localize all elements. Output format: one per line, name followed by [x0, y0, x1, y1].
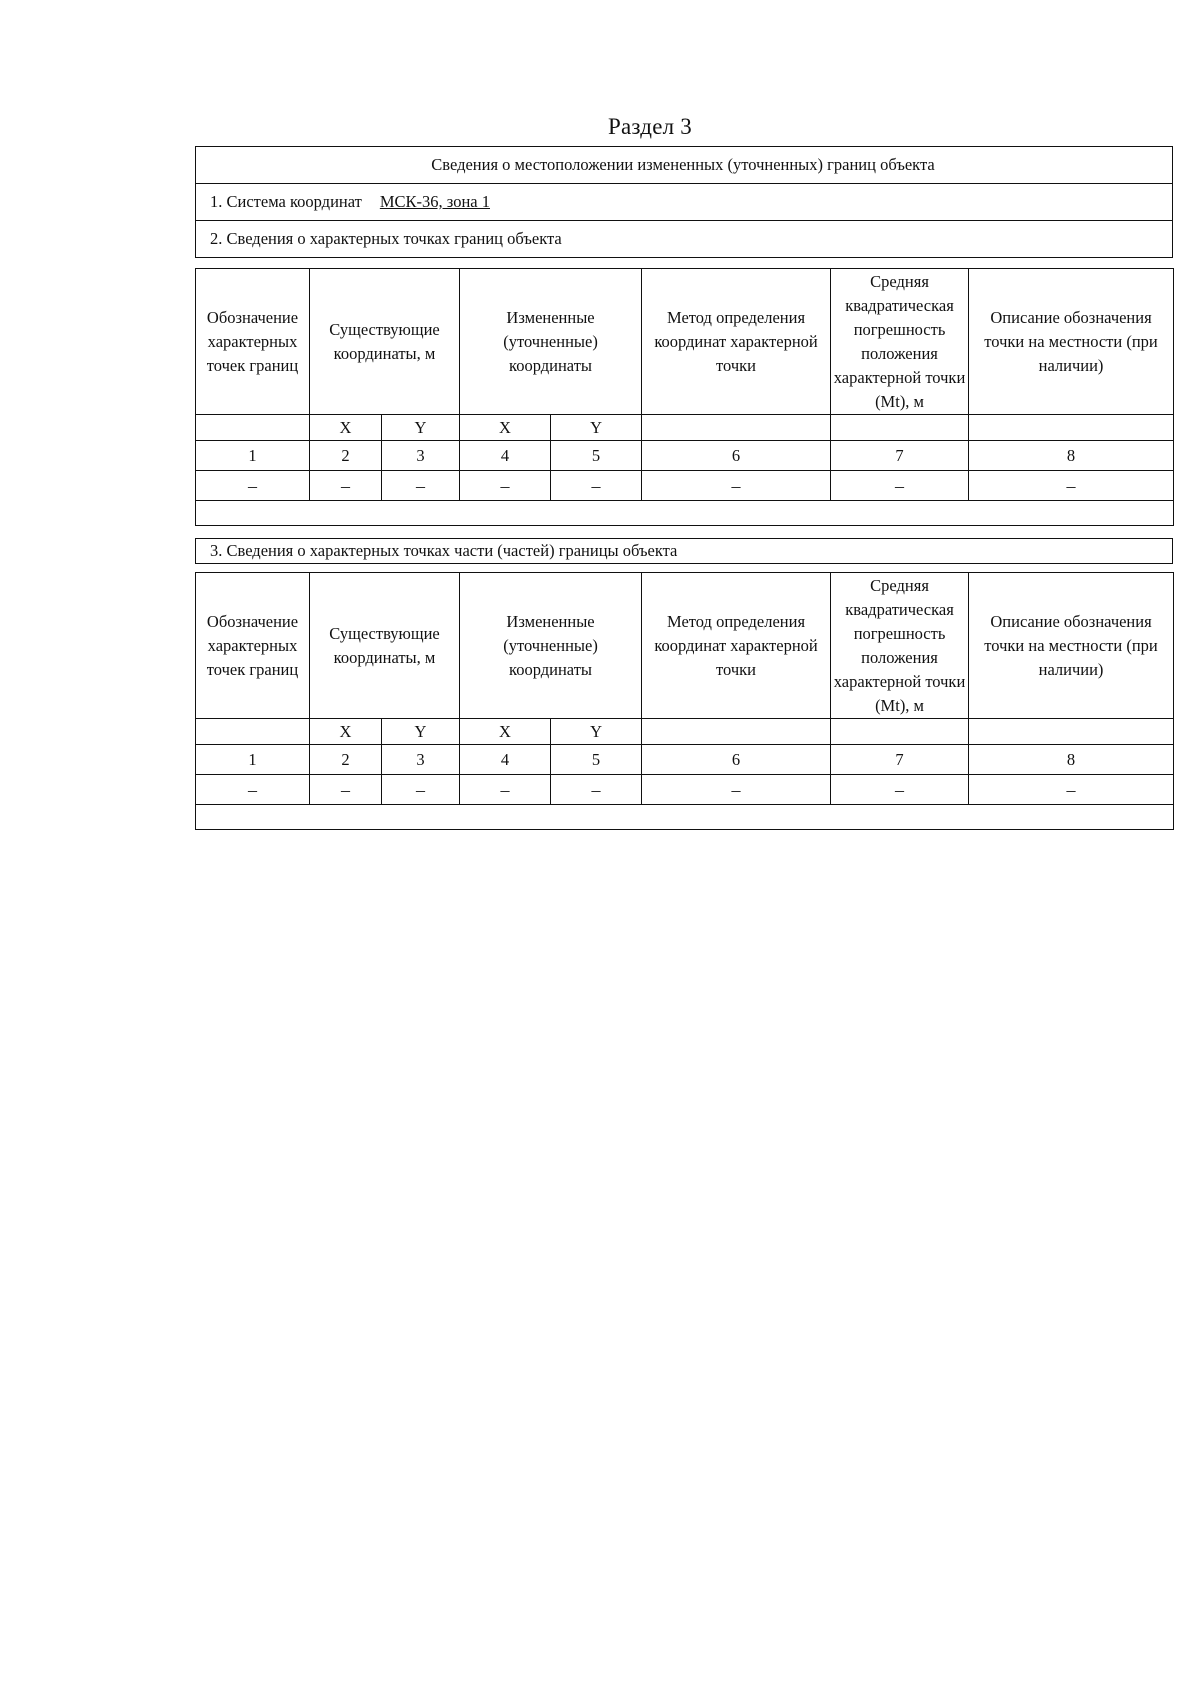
- col-number: 8: [969, 441, 1174, 471]
- dash-cell: –: [642, 471, 831, 501]
- boundary-points-table: [195, 268, 1173, 526]
- col-number: 1: [196, 441, 310, 471]
- header-method: Метод определения координат характерной точки: [642, 573, 831, 719]
- dash-cell: –: [196, 471, 310, 501]
- part-title-block: [195, 538, 1173, 564]
- header-changed-coords: Измененные (уточненные) координаты: [460, 573, 642, 719]
- header-point-designation: Обозначение характерных точек границ: [196, 269, 310, 415]
- info-title: Сведения о местоположении измененных (уточненных) границ объекта: [196, 147, 1173, 184]
- header-description: Описание обозначения точки на местности (при наличии): [969, 269, 1174, 415]
- header-method: Метод определения координат характерной точки: [642, 269, 831, 415]
- col-number: 2: [310, 441, 382, 471]
- coord-system-label: 1. Система координат: [210, 192, 362, 211]
- dash-cell: –: [969, 471, 1174, 501]
- col-number: 5: [551, 441, 642, 471]
- col-number: 4: [460, 441, 551, 471]
- axis-x-existing: X: [310, 719, 382, 745]
- axis-y-existing: Y: [382, 719, 460, 745]
- dash-cell: –: [460, 775, 551, 805]
- empty-row: [196, 805, 1174, 830]
- points-title: 2. Сведения о характерных точках границ объекта: [196, 221, 1173, 258]
- header-changed-coords: Измененные (уточненные) координаты: [460, 269, 642, 415]
- header-description: Описание обозначения точки на местности (при наличии): [969, 573, 1174, 719]
- dash-cell: –: [969, 775, 1174, 805]
- info-block: [195, 146, 1173, 258]
- col-number: 7: [831, 441, 969, 471]
- header-mean-error: Средняя квадратическая погрешность положения характерной точки (Mt), м: [831, 573, 969, 719]
- dash-cell: –: [831, 471, 969, 501]
- coord-system-row: [196, 184, 1173, 221]
- dash-cell: –: [310, 471, 382, 501]
- col-number: 2: [310, 745, 382, 775]
- header-existing-coords: Существующие координаты, м: [310, 269, 460, 415]
- col-number: 5: [551, 745, 642, 775]
- header-existing-coords: Существующие координаты, м: [310, 573, 460, 719]
- dash-cell: –: [551, 775, 642, 805]
- header-mean-error: Средняя квадратическая погрешность положения характерной точки (Mt), м: [831, 269, 969, 415]
- axis-x-changed: X: [460, 719, 551, 745]
- axis-x-changed: X: [460, 415, 551, 441]
- dash-cell: –: [382, 471, 460, 501]
- col-number: 3: [382, 745, 460, 775]
- col-number: 6: [642, 441, 831, 471]
- coord-system-value: МСК-36, зона 1: [379, 192, 490, 211]
- dash-cell: –: [310, 775, 382, 805]
- part-title: 3. Сведения о характерных точках части (частей) границы объекта: [195, 538, 1173, 564]
- section-title: Раздел 3: [608, 114, 692, 139]
- col-number: 6: [642, 745, 831, 775]
- axis-y-changed: Y: [551, 415, 642, 441]
- dash-cell: –: [460, 471, 551, 501]
- col-number: 7: [831, 745, 969, 775]
- col-number: 8: [969, 745, 1174, 775]
- header-point-designation: Обозначение характерных точек границ: [196, 573, 310, 719]
- part-points-table: [195, 572, 1173, 830]
- dash-cell: –: [831, 775, 969, 805]
- axis-y-changed: Y: [551, 719, 642, 745]
- dash-cell: –: [642, 775, 831, 805]
- axis-x-existing: X: [310, 415, 382, 441]
- col-number: 1: [196, 745, 310, 775]
- col-number: 4: [460, 745, 551, 775]
- dash-cell: –: [196, 775, 310, 805]
- axis-y-existing: Y: [382, 415, 460, 441]
- empty-row: [196, 501, 1174, 526]
- dash-cell: –: [551, 471, 642, 501]
- col-number: 3: [382, 441, 460, 471]
- dash-cell: –: [382, 775, 460, 805]
